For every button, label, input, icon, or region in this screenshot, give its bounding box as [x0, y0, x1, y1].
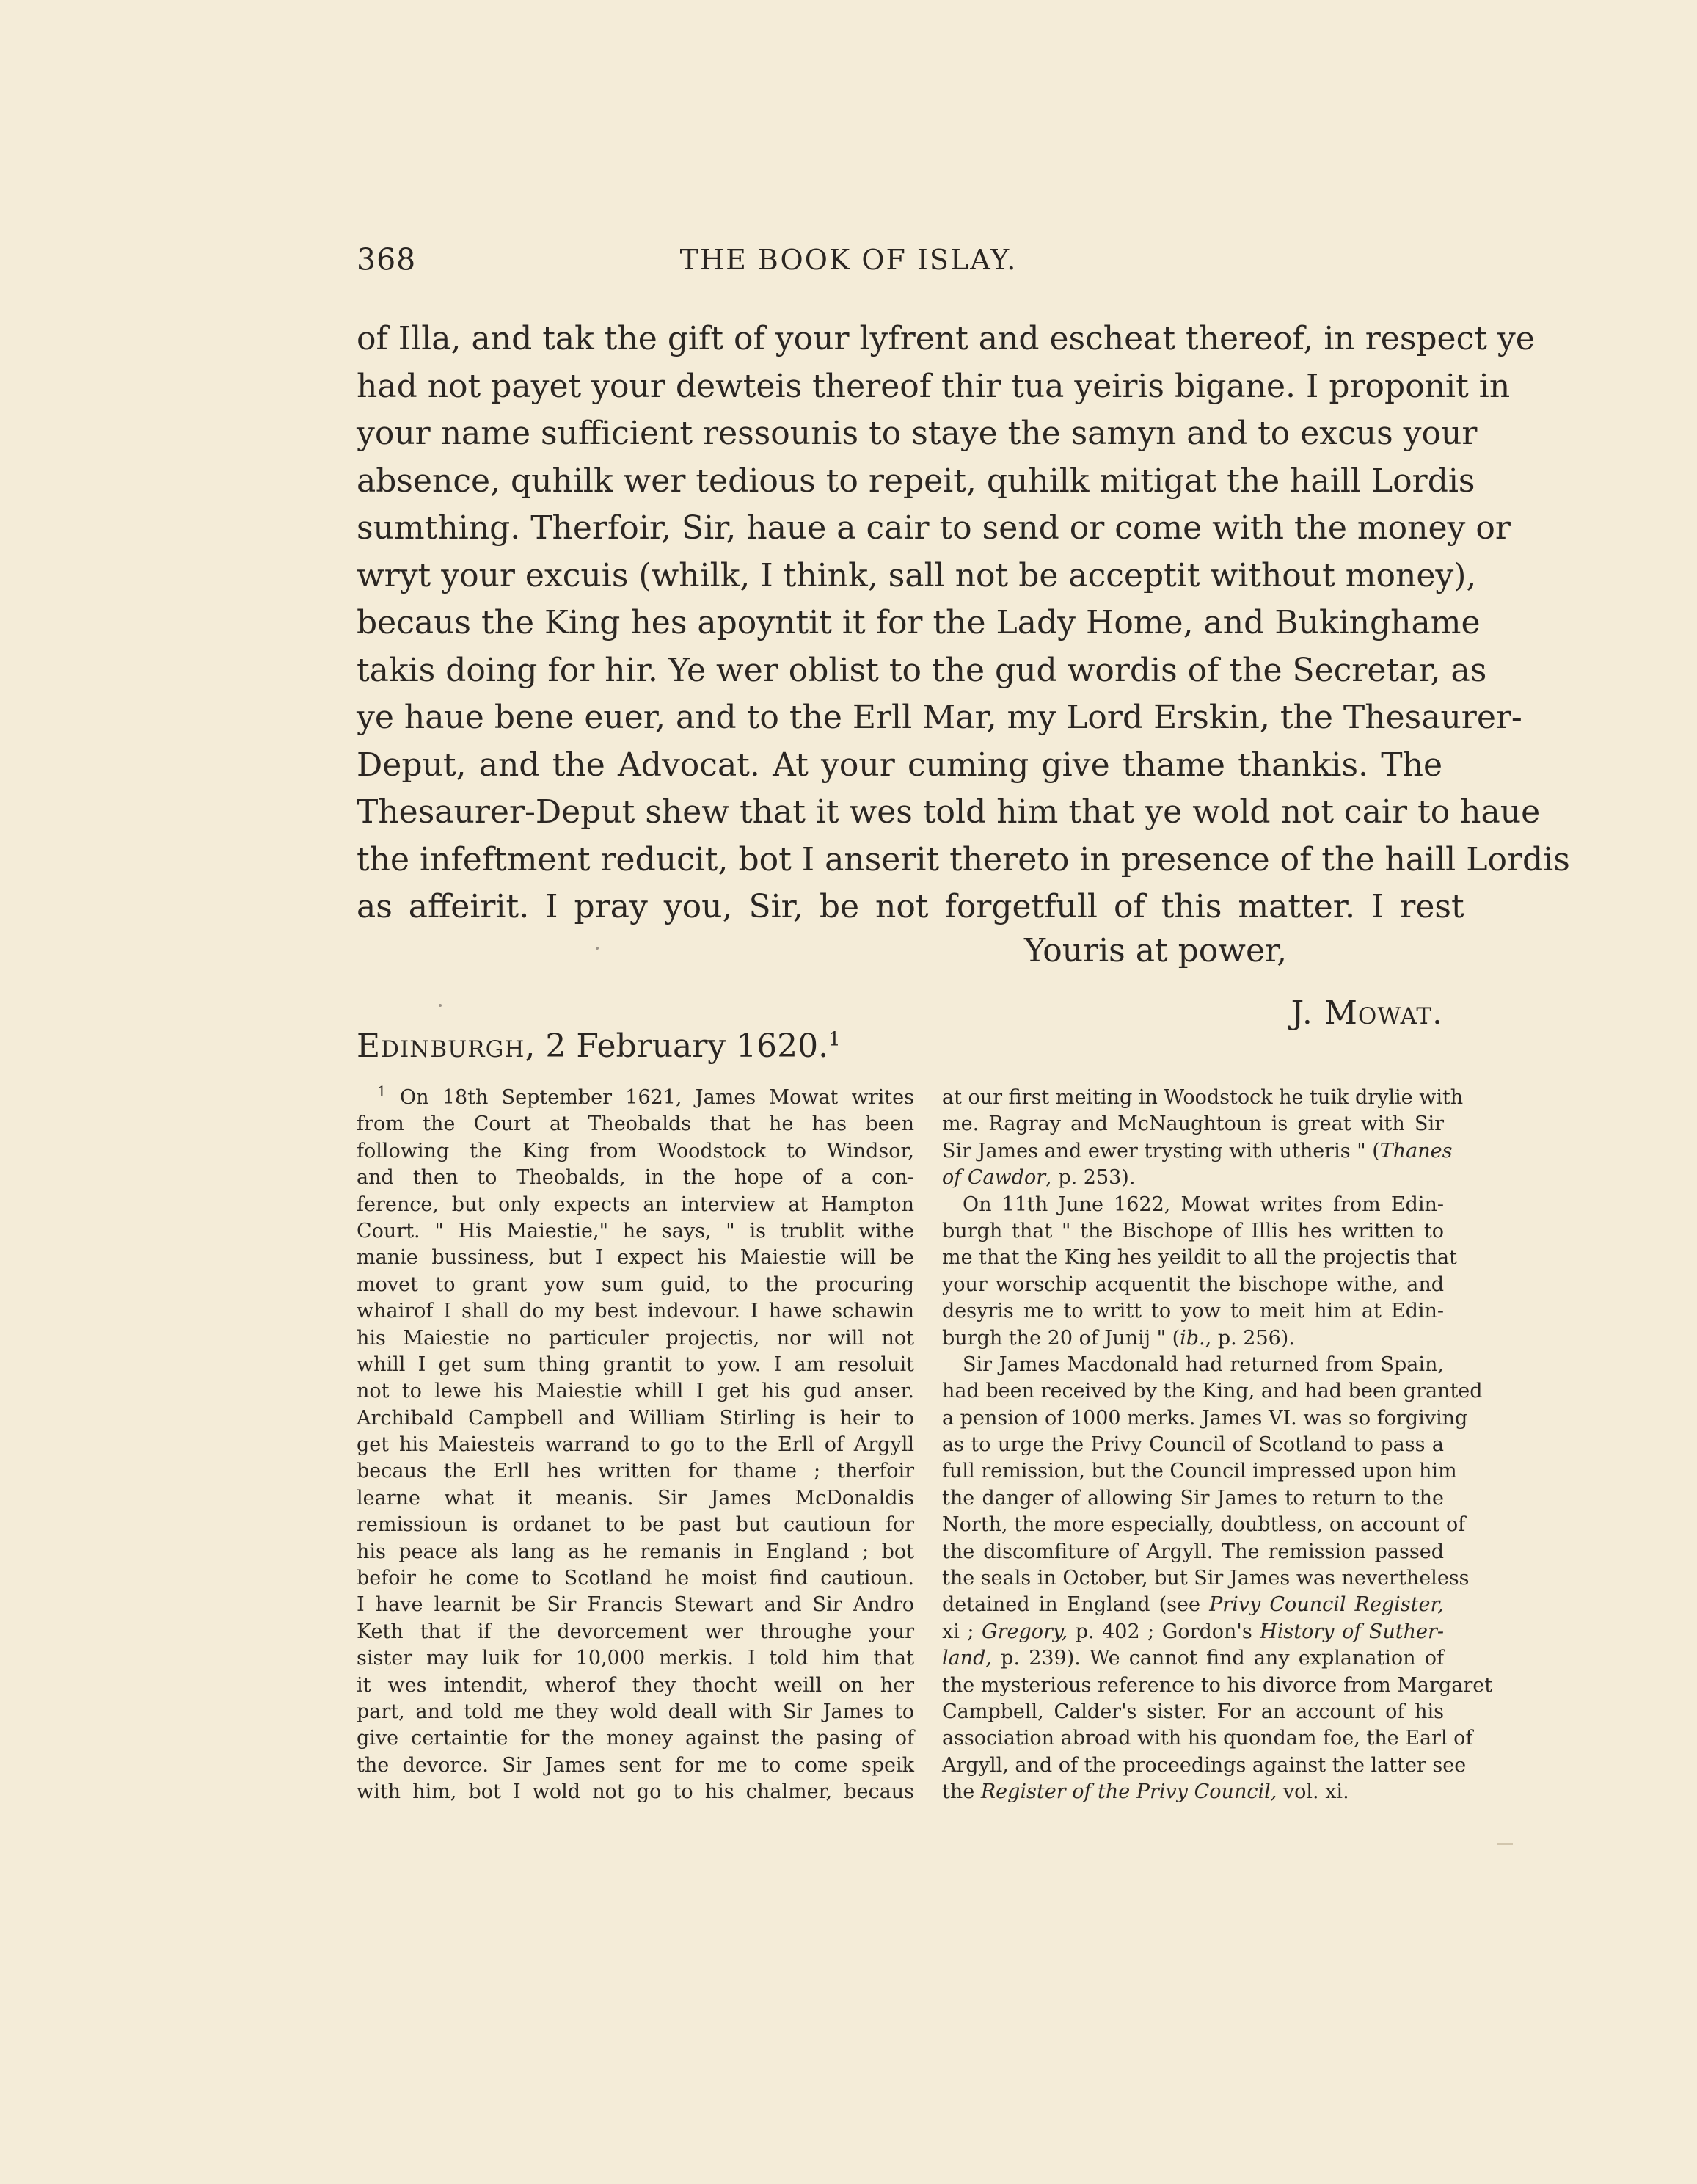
- footnote-line: the Register of the Privy Council, vol. xi.: [942, 1780, 1349, 1804]
- letter-line: had not payet your dewteis thereof thir tua yeiris bigane. I proponit in: [357, 367, 1511, 405]
- letter-line: of Illa, and tak the gift of your lyfrent and escheat thereof, in respect ye: [357, 320, 1535, 357]
- footnote-line: the devorce. Sir James sent for me to come speik: [357, 1753, 914, 1777]
- footnote-line: with him, bot I wold not go to his chalmer, becaus: [357, 1780, 914, 1804]
- letter-line: absence, quhilk wer tedious to repeit, quhilk mitigat the haill Lordis: [357, 462, 1475, 500]
- letter-line: wryt your excuis (whilk, I think, sall not be acceptit without money),: [357, 556, 1477, 594]
- footnote-line: his peace als lang as he remanis in England ; bot: [357, 1540, 914, 1563]
- footnote-line: detained in England (see Privy Council Register,: [942, 1593, 1444, 1617]
- footnote-line: Sir James Macdonald had returned from Spain,: [963, 1353, 1444, 1376]
- footnote-line: xi ; Gregory, p. 402 ; Gordon's History of Suther-: [942, 1620, 1444, 1643]
- letter-line: sumthing. Therfoir, Sir, haue a cair to send or come with the money or: [357, 509, 1511, 547]
- footnote-line: sister may luik for 10,000 merkis. I told him that: [357, 1647, 914, 1670]
- page-number: 368: [357, 242, 417, 277]
- letter-dateline: [357, 1027, 841, 1065]
- footnote-left-column: [357, 1082, 914, 1806]
- footnote-line: as to urge the Privy Council of Scotland to pass a: [942, 1433, 1444, 1457]
- footnote-line: manie bussiness, but I expect his Maiestie will be: [357, 1246, 914, 1270]
- footnote-line: Argyll, and of the proceedings against the latter see: [942, 1753, 1467, 1777]
- footnote-line: and then to Theobalds, in the hope of a con-: [357, 1166, 914, 1190]
- footnote-line: give certaintie for the money against the pasing of: [357, 1727, 914, 1750]
- footnote-line: movet to grant yow sum guid, to the procuring: [357, 1273, 914, 1296]
- footnote-line: On 11th June 1622, Mowat writes from Edin-: [963, 1193, 1444, 1216]
- footnote-line: association abroad with his quondam foe, the Earl of: [942, 1727, 1473, 1750]
- footnote-line: your worschip acquentit the bischope withe, and: [942, 1273, 1444, 1296]
- footnote-line: Keth that if the devorcement wer throughe your: [357, 1620, 914, 1643]
- footnote-line: at our first meiting in Woodstock he tuik drylie with: [942, 1086, 1464, 1109]
- letter-body: [357, 316, 1570, 931]
- footnote-line: get his Maiesteis warrand to go to the Erll of Argyll: [357, 1433, 914, 1457]
- footnote-line: of Cawdor, p. 253).: [942, 1166, 1136, 1190]
- footnote-line: it wes intendit, wherof they thocht weill on her: [357, 1673, 914, 1697]
- letter-line: takis doing for hir. Ye wer oblist to the gud wordis of the Secretar, as: [357, 651, 1487, 689]
- paper-speck: [439, 1004, 442, 1007]
- footnote-line: a pension of 1000 merks. James VI. was so forgiving: [942, 1406, 1468, 1430]
- footnote-line: $^1$ On 18th September 1621, James Mowat writes: [377, 1082, 914, 1109]
- footnote-line: Campbell, Calder's sister. For an account of his: [942, 1700, 1444, 1723]
- letter-line: becaus the King hes apoyntit it for the Lady Home, and Bukinghame: [357, 604, 1481, 641]
- footnote-line: full remission, but the Council impressed upon him: [942, 1460, 1457, 1483]
- dateline-place: Edinburgh: [357, 1027, 525, 1065]
- footnote-line: part, and told me they wold deall with Sir James to: [357, 1700, 914, 1723]
- footnote-line: not to lewe his Maiestie whill I get his gud anser.: [357, 1380, 914, 1403]
- letter-line: ye haue bene euer, and to the Erll Mar, my Lord Erskin, the Thesaurer-: [357, 699, 1522, 736]
- footnote-reference: 1: [828, 1028, 841, 1051]
- footnote-line: from the Court at Theobalds that he has been: [357, 1113, 914, 1136]
- paper-mark: [1497, 1843, 1513, 1845]
- running-title: THE BOOK OF ISLAY.: [679, 244, 1018, 276]
- footnote-line: the mysterious reference to his divorce from Margaret: [942, 1673, 1493, 1697]
- footnote-line: the danger of allowing Sir James to return to the: [942, 1486, 1444, 1510]
- footnote-line: Sir James and ewer trysting with utheris " (Thanes: [942, 1139, 1453, 1162]
- letter-closing: Youris at power,: [1024, 932, 1288, 969]
- dateline-date: , 2 February 1620.: [525, 1027, 829, 1065]
- footnote-marker: 1: [377, 1082, 387, 1100]
- footnote-line: me. Ragray and McNaughtoun is great with Sir: [942, 1113, 1444, 1136]
- footnote-line: had been received by the King, and had been granted: [942, 1380, 1483, 1403]
- footnote-line: following the King from Woodstock to Windsor,: [357, 1139, 914, 1162]
- footnote-line: burgh the 20 of Junij " (ib., p. 256).: [942, 1326, 1295, 1350]
- footnote-line: me that the King hes yeildit to all the projectis that: [942, 1246, 1457, 1270]
- letter-line: Thesaurer-Deput shew that it wes told him that ye wold not cair to haue: [357, 793, 1541, 831]
- footnote-line: North, the more especially, doubtless, on account of: [942, 1513, 1466, 1537]
- footnote-line: burgh that " the Bischope of Illis hes written to: [942, 1219, 1444, 1242]
- footnote-line: desyris me to writt to yow to meit him at Edin-: [942, 1300, 1444, 1323]
- footnote-line: remissioun is ordanet to be past but cautioun for: [357, 1513, 914, 1537]
- footnote-line: ference, but only expects an interview at Hampton: [357, 1193, 914, 1216]
- footnote-line: Court. " His Maiestie," he says, " is trublit withe: [357, 1219, 914, 1242]
- footnote-line: Archibald Campbell and William Stirling is heir to: [357, 1406, 914, 1430]
- letter-line: as affeirit. I pray you, Sir, be not forgetfull of this matter. I rest: [357, 888, 1464, 925]
- footnote-line: land, p. 239). We cannot find any explanation of: [942, 1647, 1444, 1670]
- paper-speck: [596, 947, 599, 950]
- footnote-line: I have learnit be Sir Francis Stewart and Sir Andro: [357, 1593, 914, 1617]
- footnote-line: whairof I shall do my best indevour. I hawe schawin: [357, 1300, 914, 1323]
- letter-signature: J. Mowat.: [1291, 994, 1443, 1032]
- footnote-line: befoir he come to Scotland he moist find cautioun.: [357, 1567, 914, 1590]
- letter-line: Deput, and the Advocat. At your cuming give thame thankis. The: [357, 746, 1442, 784]
- footnote-line: whill I get sum thing grantit to yow. I am resoluit: [357, 1353, 914, 1376]
- footnote-line: the discomfiture of Argyll. The remission passed: [942, 1540, 1444, 1563]
- footnote-line: the seals in October, but Sir James was nevertheless: [942, 1567, 1470, 1590]
- letter-line: your name sufficient ressounis to staye the samyn and to excus your: [357, 415, 1478, 452]
- letter-line: the infeftment reducit, bot I anserit thereto in presence of the haill Lordis: [357, 840, 1570, 878]
- footnote-right-column: [942, 1085, 1493, 1806]
- footnote-line: learne what it meanis. Sir James McDonaldis: [357, 1486, 914, 1510]
- footnote-line: becaus the Erll hes written for thame ; therfoir: [357, 1460, 914, 1483]
- footnote-line: his Maiestie no particuler projectis, nor will not: [357, 1326, 914, 1350]
